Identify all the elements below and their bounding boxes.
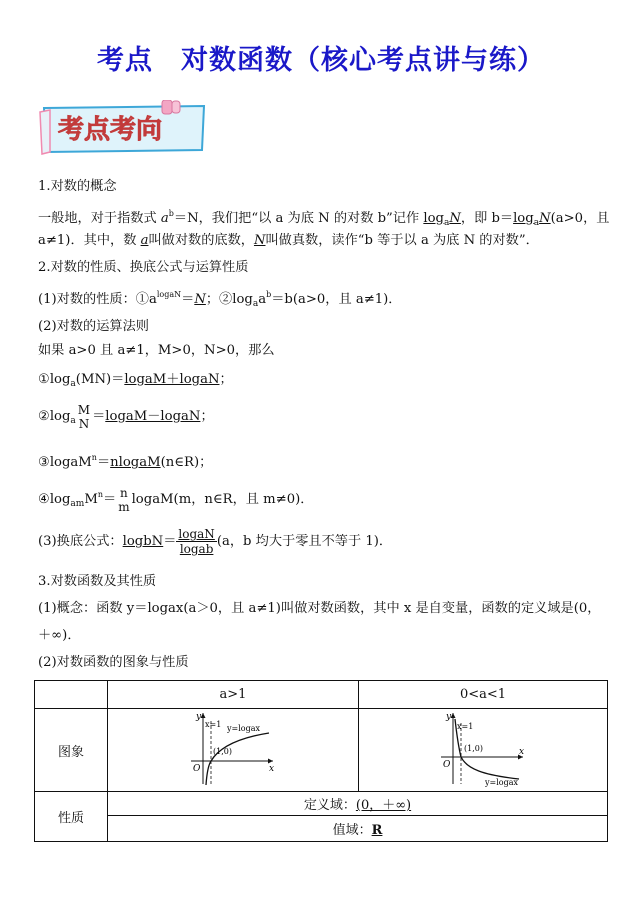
asymptote-label: x=1 bbox=[205, 720, 222, 729]
text: (a，b 均大于零且不等于 1)． bbox=[216, 534, 393, 549]
banner-label: 考点考向 bbox=[58, 115, 163, 145]
text: 一般地，对于指数式 bbox=[38, 211, 161, 226]
text: 叫做对数的底数， bbox=[148, 233, 254, 248]
text: a bbox=[70, 379, 76, 389]
graph-increasing-log bbox=[183, 709, 283, 787]
text: (a>0，且 bbox=[550, 211, 610, 226]
text: ＝ bbox=[103, 492, 117, 507]
fraction bbox=[116, 486, 131, 514]
text: N bbox=[539, 211, 551, 226]
curve-label: y=logax bbox=[485, 778, 518, 787]
text: N bbox=[449, 211, 461, 226]
col-header-a-gt-1: a>1 bbox=[108, 681, 359, 709]
text: logaM(m，n∈R，且 m≠0)． bbox=[131, 492, 314, 507]
s3-concept-line2: ＋∞)． bbox=[38, 628, 81, 643]
text: a bbox=[160, 211, 169, 226]
underlined-term: nlogaM bbox=[110, 455, 161, 470]
underlined-term: logaM＋logaN bbox=[124, 372, 220, 387]
text: N bbox=[194, 292, 206, 307]
graph-cell-a-lt-1 bbox=[359, 709, 608, 792]
text: log bbox=[423, 211, 444, 226]
numerator: M bbox=[77, 402, 91, 417]
numerator: n bbox=[120, 485, 128, 500]
rule-power bbox=[38, 449, 212, 472]
rule-quotient bbox=[38, 400, 214, 438]
rule-product bbox=[38, 371, 233, 393]
curve-label: y=logax bbox=[227, 724, 260, 733]
page-title: 考点 对数函数（核心考点讲与练） bbox=[97, 45, 545, 76]
table-row-domain bbox=[35, 792, 608, 816]
text: ＝N，我们把“以 a 为底 N 的对数 b”记作 bbox=[173, 211, 424, 226]
text: a bbox=[140, 233, 149, 248]
text: ； bbox=[200, 409, 214, 424]
text: n bbox=[97, 490, 104, 499]
text: ④log bbox=[38, 492, 71, 507]
text: a bbox=[252, 299, 259, 309]
s3-heading: 3.对数函数及其性质 bbox=[38, 574, 157, 589]
table-row-graph bbox=[35, 709, 608, 792]
text: a bbox=[70, 416, 76, 426]
text: ③logaM bbox=[38, 455, 92, 470]
text: n bbox=[91, 453, 97, 462]
text: m bbox=[75, 499, 85, 509]
underlined-term: logbN bbox=[122, 534, 164, 549]
y-axis-label: y bbox=[196, 712, 202, 722]
denominator: N bbox=[78, 416, 90, 431]
point-label: (1,0) bbox=[464, 744, 483, 753]
text: ＝ bbox=[163, 534, 177, 549]
asymptote-label: x=1 bbox=[457, 722, 474, 731]
table-row-range bbox=[35, 816, 608, 842]
x-axis-label: x bbox=[269, 764, 275, 774]
point-label: (1,0) bbox=[213, 747, 232, 756]
fraction bbox=[76, 403, 92, 431]
text: ②log bbox=[38, 409, 71, 424]
s2-rules-heading: (2)对数的运算法则 bbox=[38, 319, 149, 334]
s3-graph-heading: (2)对数函数的图象与性质 bbox=[38, 655, 189, 670]
domain-cell bbox=[108, 792, 608, 816]
numerator: logaN bbox=[178, 527, 215, 541]
domain-value: (0，＋∞) bbox=[355, 798, 412, 813]
s1-para-line2 bbox=[38, 232, 539, 250]
underlined-term bbox=[513, 211, 551, 226]
text: ，即 b＝ bbox=[460, 211, 514, 226]
origin-label: O bbox=[443, 760, 451, 770]
text: b bbox=[168, 209, 174, 218]
range-label: 值域： bbox=[332, 823, 372, 838]
section-banner bbox=[36, 100, 214, 156]
y-axis-label: y bbox=[446, 712, 452, 722]
text: (1)对数的性质：①a bbox=[38, 292, 157, 307]
text: a bbox=[443, 218, 450, 228]
origin-label: O bbox=[193, 764, 201, 774]
text: (MN)＝ bbox=[75, 372, 125, 387]
text: M bbox=[84, 492, 98, 507]
banner-graphic bbox=[36, 100, 214, 156]
s2-log-properties bbox=[38, 286, 402, 313]
log-function-table bbox=[34, 680, 608, 842]
s2-condition: 如果 a>0 且 a≠1，M>0，N>0，那么 bbox=[38, 343, 275, 358]
text: a bbox=[258, 292, 267, 307]
rule-base-power bbox=[38, 478, 313, 521]
fraction bbox=[176, 527, 216, 556]
text: ＝ bbox=[181, 292, 195, 307]
x-axis-label: x bbox=[519, 747, 525, 757]
row-label-graph: 图象 bbox=[35, 709, 108, 792]
text: (n∈R)； bbox=[160, 455, 213, 470]
denominator: m bbox=[118, 499, 130, 514]
text: N bbox=[253, 233, 266, 248]
text: ＝ bbox=[96, 455, 111, 470]
col-header-a-lt-1: 0<a<1 bbox=[359, 681, 608, 709]
text: ； bbox=[219, 372, 233, 387]
text: a≠1)．其中，数 bbox=[38, 233, 141, 248]
range-cell bbox=[108, 816, 608, 842]
table-corner bbox=[35, 681, 108, 709]
text: b bbox=[266, 290, 272, 299]
s1-heading: 1.对数的概念 bbox=[38, 179, 117, 194]
table-header-row bbox=[35, 681, 608, 709]
text: a bbox=[533, 218, 540, 228]
text: log bbox=[513, 211, 534, 226]
domain-label: 定义域： bbox=[303, 798, 356, 813]
s1-para-line1 bbox=[38, 205, 609, 232]
text: a bbox=[70, 499, 76, 509]
text: logaN bbox=[156, 290, 182, 299]
text: ①log bbox=[38, 372, 71, 387]
graph-cell-a-gt-1 bbox=[108, 709, 359, 792]
text: ；②log bbox=[205, 292, 253, 307]
graph-decreasing-log bbox=[433, 709, 533, 787]
range-value: R bbox=[371, 823, 383, 838]
row-label-properties: 性质 bbox=[35, 792, 108, 842]
text: ＝b(a>0，且 a≠1)． bbox=[271, 292, 402, 307]
s3-concept-line1: (1)概念：函数 y＝logax(a＞0，且 a≠1)叫做对数函数，其中 x 是自变量，函数的定义域是(0， bbox=[38, 601, 601, 616]
underlined-term: logaM－logaN bbox=[105, 409, 201, 424]
s2-heading: 2.对数的性质、换底公式与运算性质 bbox=[38, 260, 249, 275]
text: 叫做真数，读作“b 等于以 a 为底 N 的对数”． bbox=[265, 233, 539, 248]
change-of-base bbox=[38, 525, 392, 559]
text: ＝ bbox=[92, 409, 106, 424]
underlined-term bbox=[423, 211, 461, 226]
denominator: logab bbox=[179, 542, 214, 556]
text: (3)换底公式： bbox=[38, 534, 123, 549]
